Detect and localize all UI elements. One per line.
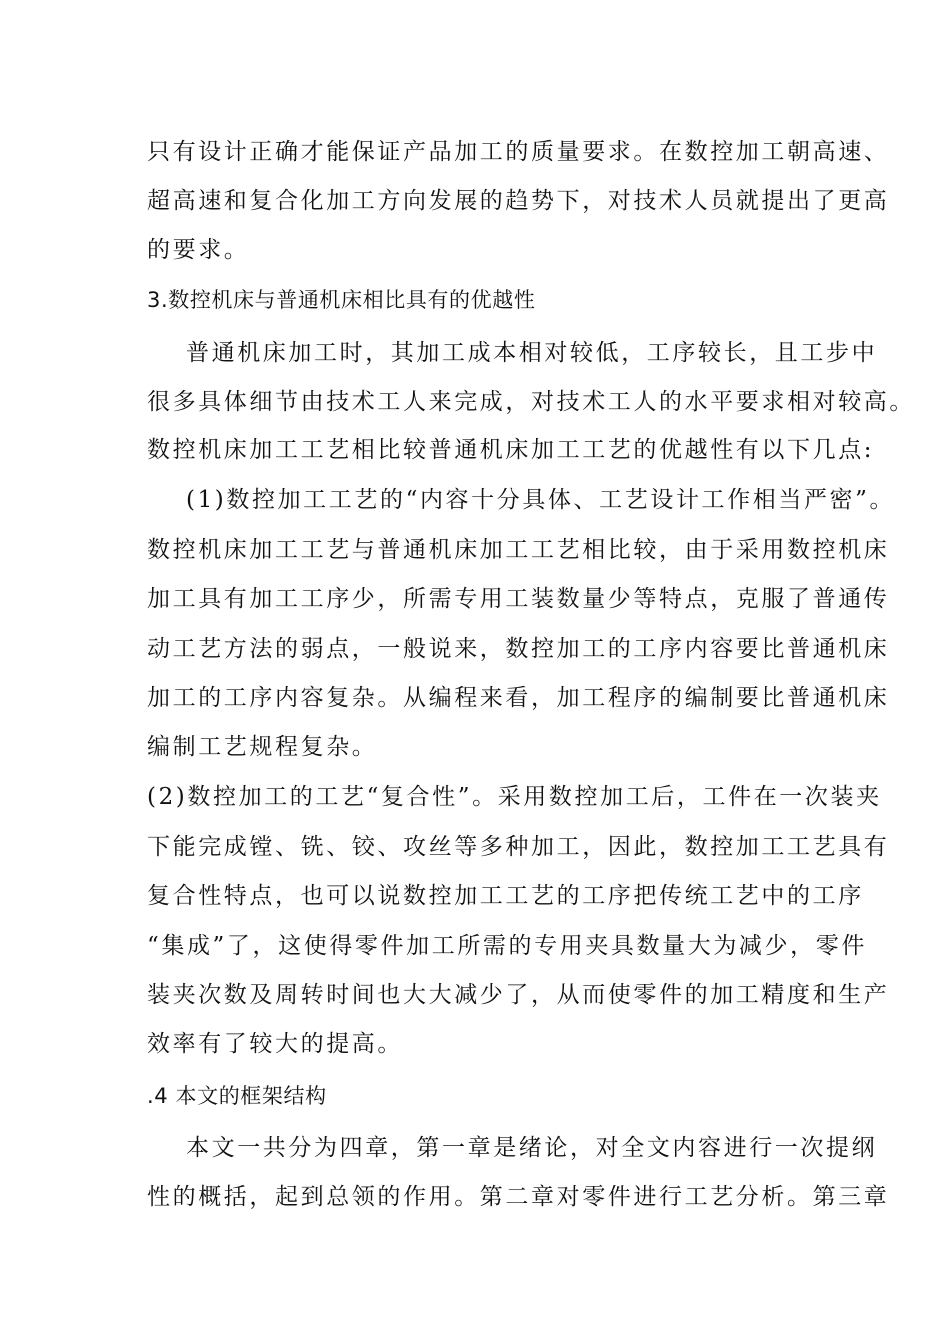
list-item-2-line-5: 装夹次数及周转时间也大大减少了，从而使零件的加工精度和生产	[147, 982, 890, 1008]
paragraph-line-6: 数控机床加工工艺相比较普通机床加工工艺的优越性有以下几点:	[147, 437, 875, 463]
paragraph-line-8: 性的概括，起到总领的作用。第二章对零件进行工艺分析。第三章	[147, 1184, 890, 1210]
section-heading-4: .4 本文的框架结构	[147, 1084, 327, 1108]
paragraph-line-7: 本文一共分为四章，第一章是绪论，对全文内容进行一次提纲	[186, 1135, 878, 1161]
paragraph-line-4: 普通机床加工时，其加工成本相对较低，工序较长，且工步中	[186, 340, 878, 366]
section-heading-3: 3.数控机床与普通机床相比具有的优越性	[147, 288, 536, 312]
list-item-1-line-5: 加工的工序内容复杂。从编程来看，加工程序的编制要比普通机床	[147, 685, 890, 711]
list-item-1-line-2: 数控机床加工工艺与普通机床加工工艺相比较，由于采用数控机床	[147, 537, 890, 563]
list-item-2-line-6: 效率有了较大的提高。	[147, 1031, 403, 1057]
paragraph-line-5: 很多具体细节由技术工人来完成，对技术工人的水平要求相对较高。	[147, 389, 915, 415]
paragraph-line-3: 的要求。	[147, 237, 250, 263]
list-item-2-line-1: (2)数控加工的工艺“复合性”。采用数控加工后，工件在一次装夹	[147, 784, 882, 810]
paragraph-line-2: 超高速和复合化加工方向发展的趋势下，对技术人员就提出了更高	[147, 188, 890, 214]
list-item-2-line-4: “集成”了，这使得零件加工所需的专用夹具数量大为减少，零件	[147, 933, 867, 959]
list-item-1-line-3: 加工具有加工工序少，所需专用工装数量少等特点，克服了普通传	[147, 586, 890, 612]
list-item-2-line-3: 复合性特点，也可以说数控加工工艺的工序把传统工艺中的工序	[147, 883, 864, 909]
list-item-2-line-2: 下能完成镗、铣、铰、攻丝等多种加工，因此，数控加工工艺具有	[147, 834, 890, 860]
list-item-1-line-6: 编制工艺规程复杂。	[147, 734, 378, 760]
paragraph-line-1: 只有设计正确才能保证产品加工的质量要求。在数控加工朝高速、	[147, 139, 890, 165]
list-item-1-line-1: (1)数控加工工艺的“内容十分具体、工艺设计工作相当严密”。	[186, 487, 896, 513]
list-item-1-line-4: 动工艺方法的弱点，一般说来，数控加工的工序内容要比普通机床	[147, 636, 890, 662]
